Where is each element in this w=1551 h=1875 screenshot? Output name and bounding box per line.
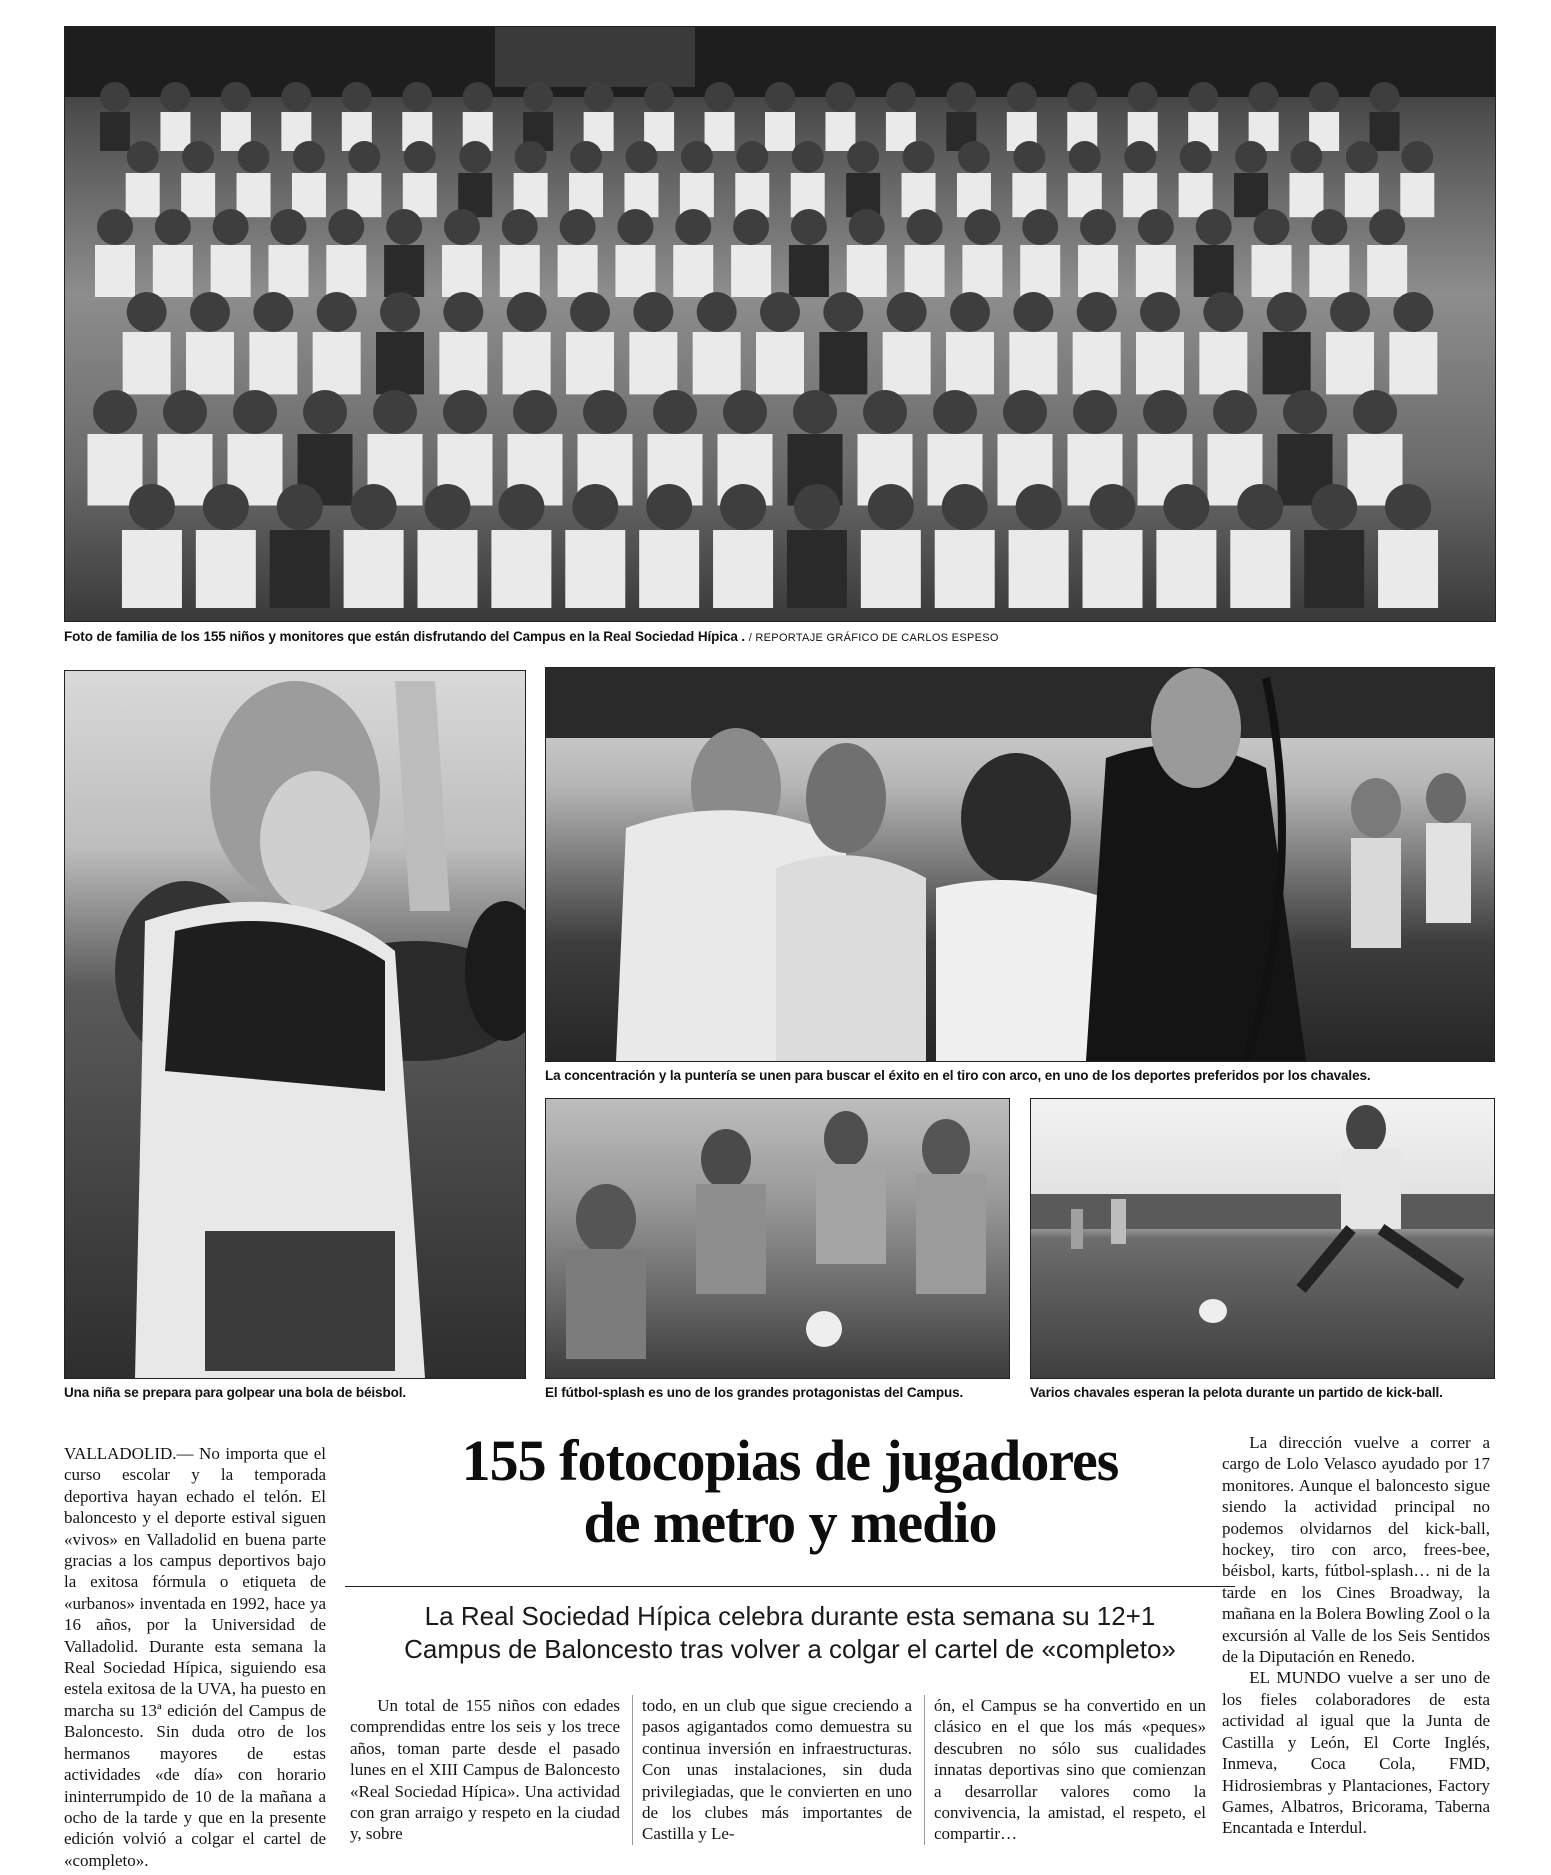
child-head (570, 141, 602, 173)
headline-line-2: de metro y medio (583, 1490, 997, 1555)
child-figure (861, 530, 921, 608)
child-head (736, 141, 768, 173)
child-figure (1009, 530, 1069, 608)
group-photo-caption (64, 629, 999, 644)
child-head (1163, 484, 1209, 530)
caption-text: Foto de familia de los 155 niños y monitores que están disfrutando del Campus en la Real Sociedad Hípica . (64, 629, 746, 644)
child-head (572, 484, 618, 530)
right-paragraph-2: EL MUNDO vuelve a ser uno de los fieles colaboradores de esta actividad al igual que la Junta de Castilla y León, El Corte Inglés, Inmeva, Coca Cola, FMD, Hidrosiembras y Plantaciones, Factory Games, Albatros, Bricorama, Taberna Encantada e Interdul. (1222, 1668, 1490, 1838)
child-figure (1326, 332, 1374, 394)
child-head (498, 484, 544, 530)
child-head (964, 209, 1000, 245)
child-head (1401, 141, 1433, 173)
child-head (293, 141, 325, 173)
child-head (328, 209, 364, 245)
child-head (792, 141, 824, 173)
child-figure (946, 332, 994, 394)
child-head (1283, 390, 1327, 434)
photo-credit: / REPORTAJE GRÁFICO DE CARLOS ESPESO (748, 632, 999, 644)
child-head (1267, 292, 1307, 332)
child-head (1128, 82, 1158, 112)
child-head (127, 292, 167, 332)
child-figure (1252, 245, 1292, 297)
child-head (1080, 209, 1116, 245)
child-head (348, 141, 380, 173)
child-figure (705, 112, 735, 151)
archery-photo (545, 667, 1495, 1062)
article-right-column (1222, 1432, 1490, 1839)
child-figure (153, 245, 193, 297)
child-head (570, 292, 610, 332)
group-photo (64, 26, 1496, 622)
child-figure (270, 530, 330, 608)
child-figure (1263, 332, 1311, 394)
child-figure (825, 112, 855, 151)
splash-photo-scene (546, 1099, 1009, 1378)
child-head (1073, 390, 1117, 434)
child-figure (1378, 530, 1438, 608)
child-head (507, 292, 547, 332)
left-paragraph (64, 1443, 326, 1871)
child-head (1254, 209, 1290, 245)
child-head (523, 82, 553, 112)
child-figure (249, 332, 297, 394)
child-head (1346, 141, 1378, 173)
child-head (653, 390, 697, 434)
child-figure (439, 332, 487, 394)
child-figure (615, 245, 655, 297)
child-head (942, 484, 988, 530)
child-head (675, 209, 711, 245)
child-head (93, 390, 137, 434)
child-head (459, 141, 491, 173)
baseball-photo-caption: Una niña se prepara para golpear una bola de béisbol. (64, 1385, 407, 1400)
child-figure (558, 245, 598, 297)
child-head (633, 292, 673, 332)
child-figure (186, 332, 234, 394)
splash-photo (545, 1098, 1010, 1379)
child-head (1007, 82, 1037, 112)
child-head (100, 82, 130, 112)
child-figure (1083, 530, 1143, 608)
child-head (1311, 209, 1347, 245)
child-figure (693, 332, 741, 394)
child-head (1140, 292, 1180, 332)
child-head (723, 390, 767, 434)
child-head (765, 82, 795, 112)
child-head (1370, 82, 1400, 112)
child-head (933, 390, 977, 434)
deck-line-1: La Real Sociedad Hípica celebra durante esta semana su 12+1 (424, 1601, 1156, 1631)
child-head (1249, 82, 1279, 112)
child-head (1013, 141, 1045, 173)
child-figure (673, 245, 713, 297)
child-figure (1400, 173, 1434, 217)
child-figure (491, 530, 551, 608)
child-head (221, 82, 251, 112)
baseball-photo (64, 670, 526, 1379)
child-head (303, 390, 347, 434)
child-head (791, 209, 827, 245)
child-head (646, 484, 692, 530)
child-head (907, 209, 943, 245)
col3-paragraph: todo, en un club que sigue creciendo a pasos agigantados como demuestra su continua inversión en infraestructuras. Con unas instalaciones, sin duda privilegiadas, que le convierten en uno de los clubes más importantes de Castilla y Le- (642, 1696, 912, 1844)
child-head (1188, 82, 1218, 112)
child-figure (196, 530, 256, 608)
child-head (958, 141, 990, 173)
child-head (1022, 209, 1058, 245)
child-head (1180, 141, 1212, 173)
child-head (1124, 141, 1156, 173)
child-figure (344, 530, 404, 608)
child-figure (292, 173, 326, 217)
child-figure (847, 245, 887, 297)
child-head (380, 292, 420, 332)
child-figure (1073, 332, 1121, 394)
child-head (760, 292, 800, 332)
child-figure (442, 245, 482, 297)
child-figure (1020, 245, 1060, 297)
child-figure (384, 245, 424, 297)
child-figure (1230, 530, 1290, 608)
child-figure (1345, 173, 1379, 217)
child-head (1311, 484, 1357, 530)
child-head (560, 209, 596, 245)
child-figure (789, 245, 829, 297)
child-head (950, 292, 990, 332)
archery-photo-scene (546, 668, 1494, 1061)
child-head (1290, 141, 1322, 173)
child-head (270, 209, 306, 245)
child-head (733, 209, 769, 245)
child-figure (787, 530, 847, 608)
child-head (847, 141, 879, 173)
child-head (863, 390, 907, 434)
child-figure (1199, 332, 1247, 394)
child-head (238, 141, 270, 173)
child-figure (1367, 245, 1407, 297)
child-figure (1370, 112, 1400, 151)
child-figure (1078, 245, 1118, 297)
child-head (190, 292, 230, 332)
child-head (317, 292, 357, 332)
splash-photo-caption: El fútbol-splash es uno de los grandes protagonistas del Campus. (545, 1385, 964, 1400)
child-head (625, 141, 657, 173)
child-figure (181, 173, 215, 217)
child-figure (123, 332, 171, 394)
child-head (444, 209, 480, 245)
child-head (868, 484, 914, 530)
child-head (583, 390, 627, 434)
archery-photo-caption: La concentración y la puntería se unen para buscar el éxito en el tiro con arco, en uno de los deportes preferidos por los chavales. (545, 1068, 1371, 1083)
child-head (281, 82, 311, 112)
child-head (1353, 390, 1397, 434)
child-head (1138, 209, 1174, 245)
kickball-photo-caption: Varios chavales esperan la pelota durante un partido de kick-ball. (1030, 1385, 1443, 1400)
child-head (1385, 484, 1431, 530)
kickball-photo-scene (1031, 1099, 1494, 1378)
right-paragraph-1: La dirección vuelve a correr a cargo de Lolo Velasco ayudado por 17 monitores. Aunque el baloncesto sigue siendo la actividad principal no podemos olvidarnos del kick-ball, hockey, tiro con arco, frees-bee, béisbol, karts, fútbol-splash… ni de la tarde en los Cines Broadway, la mañana en la Bolera Bowling Zool o la excursión al Valle de los Seis Sentidos de la Diputación en Renedo. (1222, 1433, 1490, 1667)
child-head (1330, 292, 1370, 332)
deck-line-2: Campus de Baloncesto tras volver a colgar el cartel de «completo» (404, 1634, 1176, 1664)
child-head (277, 484, 323, 530)
child-figure (1194, 245, 1234, 297)
child-head (515, 141, 547, 173)
child-figure (1009, 332, 1057, 394)
child-figure (756, 332, 804, 394)
child-figure (819, 332, 867, 394)
column-divider (924, 1695, 925, 1845)
child-head (1369, 209, 1405, 245)
kickball-photo (1030, 1098, 1495, 1379)
headline (350, 1430, 1230, 1554)
child-head (681, 141, 713, 173)
left-text: No importa que el curso escolar y la temporada deportiva hayan echado el telón. El baloncesto y el deporte estival siguen «vivos» en Valladolid en buena parte gracias a los campus deportivos bajo la exitosa fórmula o etiqueta de «urbanos» inventada en 1992, hace ya 16 años, por la Universidad de Valladolid. Durante esta semana la Real Sociedad Hípica, siguiendo esa estela exitosa de la UVA, ha puesto en marcha su 13ª edición del Campus de Baloncesto. Sin duda otro de los hermanos mayores de estas actividades «de día» con horario ininterrumpido de 10 de la mañana a ocho de la tarde y que en la presente edición volvió a colgar el cartel de «completo». (64, 1444, 326, 1870)
child-head (203, 484, 249, 530)
child-head (233, 390, 277, 434)
child-figure (126, 173, 160, 217)
child-head (1077, 292, 1117, 332)
child-figure (313, 332, 361, 394)
child-head (253, 292, 293, 332)
child-figure (566, 332, 614, 394)
child-head (697, 292, 737, 332)
child-figure (122, 530, 182, 608)
child-head (443, 390, 487, 434)
child-head (705, 82, 735, 112)
child-figure (629, 332, 677, 394)
column-divider (632, 1695, 633, 1845)
child-head (155, 209, 191, 245)
headline-rule (345, 1586, 1235, 1587)
child-figure (268, 245, 308, 297)
child-figure (211, 245, 251, 297)
child-figure (765, 112, 795, 151)
child-figure (565, 530, 625, 608)
child-figure (731, 245, 771, 297)
baseball-photo-scene (65, 671, 525, 1378)
child-head (1237, 484, 1283, 530)
child-head (502, 209, 538, 245)
child-figure (100, 112, 130, 151)
child-head (1016, 484, 1062, 530)
child-head (425, 484, 471, 530)
child-figure (500, 245, 540, 297)
child-head (97, 209, 133, 245)
child-figure (1136, 245, 1176, 297)
child-head (644, 82, 674, 112)
col2-paragraph: Un total de 155 niños con edades comprendidas entre los seis y los trece años, toman parte desde el pasado lunes en el XIII Campus de Baloncesto «Real Sociedad Hípica». Una actividad con gran arraigo y respeto en la ciudad y, sobre (350, 1696, 620, 1844)
child-head (720, 484, 766, 530)
child-figure (160, 112, 190, 151)
child-head (1203, 292, 1243, 332)
child-head (886, 82, 916, 112)
article-column-3 (642, 1695, 912, 1845)
child-head (1143, 390, 1187, 434)
child-head (794, 484, 840, 530)
child-head (617, 209, 653, 245)
child-head (903, 141, 935, 173)
child-head (160, 82, 190, 112)
group-photo-figures (65, 27, 1495, 621)
child-head (849, 209, 885, 245)
child-head (887, 292, 927, 332)
dateline: VALLADOLID.— (64, 1444, 194, 1463)
child-figure (639, 530, 699, 608)
child-figure (935, 530, 995, 608)
article-column-4 (934, 1695, 1206, 1845)
child-head (129, 484, 175, 530)
child-head (1309, 82, 1339, 112)
child-figure (883, 332, 931, 394)
deck (350, 1600, 1230, 1666)
child-figure (905, 245, 945, 297)
child-head (825, 82, 855, 112)
child-figure (1156, 530, 1216, 608)
child-head (1067, 82, 1097, 112)
child-head (946, 82, 976, 112)
child-head (342, 82, 372, 112)
child-figure (713, 530, 773, 608)
child-head (463, 82, 493, 112)
child-figure (376, 332, 424, 394)
child-figure (95, 245, 135, 297)
child-figure (237, 173, 271, 217)
article-left-column (64, 1443, 326, 1871)
child-head (404, 141, 436, 173)
child-head (584, 82, 614, 112)
child-figure (1234, 173, 1268, 217)
child-head (127, 141, 159, 173)
child-figure (1136, 332, 1184, 394)
child-head (1013, 292, 1053, 332)
child-head (351, 484, 397, 530)
child-figure (1389, 332, 1437, 394)
child-head (386, 209, 422, 245)
child-head (1196, 209, 1232, 245)
child-head (213, 209, 249, 245)
headline-line-1: 155 fotocopias de jugadores (461, 1428, 1119, 1493)
child-head (1003, 390, 1047, 434)
child-head (1235, 141, 1267, 173)
child-head (1393, 292, 1433, 332)
child-figure (503, 332, 551, 394)
child-head (443, 292, 483, 332)
child-head (402, 82, 432, 112)
child-figure (1289, 173, 1323, 217)
child-figure (1304, 530, 1364, 608)
child-figure (418, 530, 478, 608)
child-head (373, 390, 417, 434)
child-head (513, 390, 557, 434)
child-head (163, 390, 207, 434)
child-head (1213, 390, 1257, 434)
child-figure (1309, 245, 1349, 297)
child-figure (326, 245, 366, 297)
col4-paragraph: ón, el Campus se ha convertido en un clásico en el que los más «peques» descubren no sólo sus cualidades innatas deportivas sino que comienzan a desarrollar valores como la convivencia, la amistad, el respeto, el compartir… (934, 1696, 1206, 1844)
child-head (793, 390, 837, 434)
child-head (1090, 484, 1136, 530)
child-head (182, 141, 214, 173)
child-head (823, 292, 863, 332)
child-head (1069, 141, 1101, 173)
child-figure (962, 245, 1002, 297)
article-column-2 (350, 1695, 620, 1845)
